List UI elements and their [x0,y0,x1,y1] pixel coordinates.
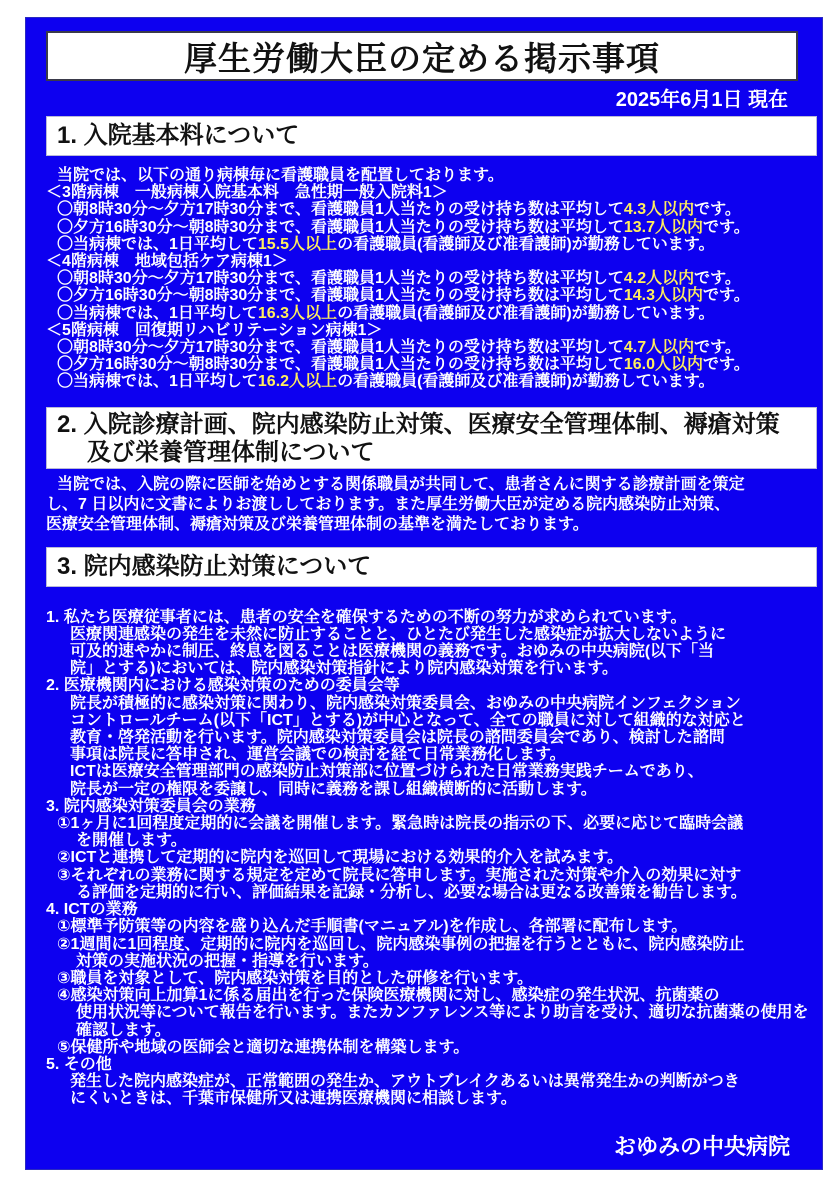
text-segment: ②1週間に1回程度、定期的に院内を巡回し、院内感染事例の把握を行うとともに、院内感染防止 [57,935,745,953]
text-segment: 当院では、以下の通り病棟毎に看護職員を配置しております。 [57,167,504,184]
text-segment: 院長が積極的に感染対策に関わり、院内感染対策委員会、おゆみの中央病院インフェクション [70,694,741,712]
section-1-heading [46,116,817,156]
text-line [46,1073,816,1090]
section-2-heading [46,407,817,469]
text-segment: 〇朝8時30分～夕方17時30分まで、看護職員1人当たりの受け持ち数は平均して [57,201,624,219]
text-segment: 発生した院内感染症が、正常範囲の発生か、アウトブレイクあるいは異常発生かの判断がつき [70,1073,740,1091]
text-segment: の看護職員(看護師及び准看護師)が勤務しています。 [337,304,715,322]
text-line [46,867,816,884]
text-segment: ICTは医療安全管理部門の感染防止対策部に位置づけられた日常業務実践チームであり、 [70,763,704,781]
highlighted-value: 4.3人以内 [623,201,695,219]
text-line [46,305,816,322]
text-line [46,184,816,201]
text-segment: 確認します。 [76,1021,171,1039]
text-segment: ⑤保健所や地域の医師会と適切な連携体制を構築します。 [57,1038,470,1056]
text-line [46,270,816,287]
text-line [46,677,816,694]
text-segment: 対策の実施状況の把握・指導を行います。 [76,952,379,970]
text-segment: 3. 院内感染対策委員会の業務 [46,797,256,815]
text-segment: です。 [694,339,741,357]
section-2-body [26,475,822,535]
text-line [46,695,816,712]
section-2-heading-line1: 2. 入院診療計画、院内感染防止対策、医療安全管理体制、褥瘡対策 [57,410,780,438]
text-line [46,356,816,373]
text-segment: 〇夕方16時30分～朝8時30分まで、看護職員1人当たりの受け持ち数は平均して [57,287,624,305]
text-segment: の看護職員(看護師及び准看護師)が勤務しています。 [337,373,715,391]
text-segment: 〇当病棟では、1日平均して [57,235,258,253]
section-2-heading-line2: 及び栄養管理体制について [87,438,375,466]
text-segment: ②ICTと連携して定期的に院内を巡回して現場における効果的介入を試みます。 [57,849,624,867]
text-line [46,781,816,798]
text-segment: ④感染対策向上加算1に係る届出を行った保険医療機関に対し、感染症の発生状況、抗菌薬の [57,987,720,1005]
text-segment: 院長が一定の権限を委譲し、同時に義務を課し組織横断的に活動します。 [70,780,597,798]
text-line [46,832,816,849]
highlighted-value: 15.5人以上 [257,235,338,253]
text-segment: 〇当病棟では、1日平均して [57,373,258,391]
text-line [46,712,816,729]
text-segment: ＜3階病棟 一般病棟入院基本料 急性期一般入院料1＞ [46,184,448,202]
highlighted-value: 16.2人以上 [257,373,338,391]
text-segment: 事項は院長に答申され、運営会議での検討を経て日常業務化します。 [70,746,566,764]
text-segment: 1. 私たち医療従事者には、患者の安全を確保するための不断の努力が求められています。 [46,608,687,626]
notice-panel [25,17,823,1170]
text-segment: 〇夕方16時30分～朝8時30分まで、看護職員1人当たりの受け持ち数は平均して [57,218,624,236]
text-segment: です。 [694,201,741,219]
section-3-body [26,609,822,1108]
text-line [46,201,816,218]
page-title-bar [46,31,798,81]
text-segment: 教育・啓発活動を行います。院内感染対策委員会は院長の諮問委員会であり、検討した諮問 [70,729,725,747]
text-line [46,1004,816,1021]
text-line [46,936,816,953]
text-segment: にくいときは、千葉市保健所又は連携医療機関に相談します。 [70,1090,517,1108]
highlighted-value: 4.2人以内 [623,270,695,288]
text-line [46,339,816,356]
text-segment: 〇朝8時30分～夕方17時30分まで、看護職員1人当たりの受け持ち数は平均して [57,270,624,288]
text-segment: です。 [694,270,741,288]
text-segment: 院」とする)においては、院内感染対策指針により院内感染対策を行います。 [70,660,619,678]
section-1-body [26,167,822,391]
text-line [46,515,816,535]
text-segment: 当院では、入院の際に医師を始めとする関係職員が共同して、患者さんに関する診療計画を策定 [57,475,745,493]
page-title: 厚生労働大臣の定める掲示事項 [184,39,660,77]
text-segment: 2. 医療機関内における感染対策のための委員会等 [46,677,400,695]
text-line [46,798,816,815]
text-segment: 4. ICTの業務 [46,901,138,919]
text-line [46,970,816,987]
text-segment: ③それぞれの業務に関する規定を定めて院長に答申します。実施された対策や介入の効果に対す [57,866,742,884]
text-line [46,253,816,270]
text-line [46,953,816,970]
text-line [46,901,816,918]
text-segment: 5. その他 [46,1055,112,1073]
highlighted-value: 4.7人以内 [623,339,695,357]
text-segment: ③職員を対象として、院内感染対策を目的とした研修を行います。 [57,969,533,987]
text-segment: です。 [703,218,750,236]
text-segment: る評価を定期的に行い、評価結果を記録・分析し、必要な場合は更なる改善策を勧告します。 [76,883,747,901]
text-segment: 〇夕方16時30分～朝8時30分まで、看護職員1人当たりの受け持ち数は平均して [57,356,624,374]
text-line [46,849,816,866]
text-line [46,609,816,626]
text-line [46,219,816,236]
text-line [46,475,816,495]
text-segment: ①1ヶ月に1回程度定期的に会議を開催します。緊急時は院長の指示の下、必要に応じて臨時会議 [57,815,744,833]
text-segment: し、7 日以内に文書によりお渡ししております。また厚生労働大臣が定める院内感染防止対策、 [46,495,731,513]
text-segment: 〇朝8時30分～夕方17時30分まで、看護職員1人当たりの受け持ち数は平均して [57,339,624,357]
text-line [46,626,816,643]
text-line [46,1056,816,1073]
text-line [46,1039,816,1056]
text-line [46,763,816,780]
text-segment: 〇当病棟では、1日平均して [57,304,258,322]
text-line [46,746,816,763]
text-line [46,660,816,677]
as-of-date: 2025年6月1日 現在 [615,89,788,111]
text-segment: 使用状況等について報告を行います。またカンファレンス等により助言を受け、適切な抗菌薬の使用を [76,1004,809,1022]
text-segment: ＜5階病棟 回復期リハビリテーション病棟1＞ [46,321,383,339]
text-line [46,918,816,935]
text-line [46,236,816,253]
text-line [46,884,816,901]
text-segment: です。 [703,287,750,305]
hospital-name: おゆみの中央病院 [613,1133,790,1159]
text-segment: ①標準予防策等の内容を盛り込んだ手順書(マニュアル)を作成し、各部署に配布します。 [57,918,688,936]
text-line [46,287,816,304]
text-line [46,322,816,339]
text-segment: です。 [703,356,750,374]
highlighted-value: 13.7人以内 [623,218,704,236]
text-line [46,987,816,1004]
text-line [46,815,816,832]
text-line [46,495,816,515]
section-3-heading [46,547,817,587]
text-segment: 医療安全管理体制、褥瘡対策及び栄養管理体制の基準を満たしております。 [46,515,589,533]
section-1-heading-text: 1. 入院基本料について [57,122,300,149]
highlighted-value: 16.0人以内 [623,356,704,374]
text-line [46,1022,816,1039]
text-segment: の看護職員(看護師及び准看護師)が勤務しています。 [337,235,715,253]
text-line [46,167,816,184]
text-line [46,729,816,746]
text-segment: ＜4階病棟 地域包括ケア病棟1＞ [46,253,288,271]
text-line [46,1090,816,1107]
text-segment: を開催します。 [76,832,187,850]
text-line [46,373,816,390]
text-segment: コントロールチーム(以下「ICT」とする)が中心となって、全ての職員に対して組織的な対応と [70,711,746,729]
text-segment: 可及的速やかに制圧、終息を図ることは医療機関の義務です。おゆみの中央病院(以下「当 [70,643,715,661]
section-3-heading-text: 3. 院内感染防止対策について [57,552,372,580]
text-segment: 医療関連感染の発生を未然に防止することと、ひとたび発生した感染症が拡大しないように [70,625,727,643]
highlighted-value: 16.3人以上 [257,304,338,322]
highlighted-value: 14.3人以内 [623,287,704,305]
text-line [46,643,816,660]
